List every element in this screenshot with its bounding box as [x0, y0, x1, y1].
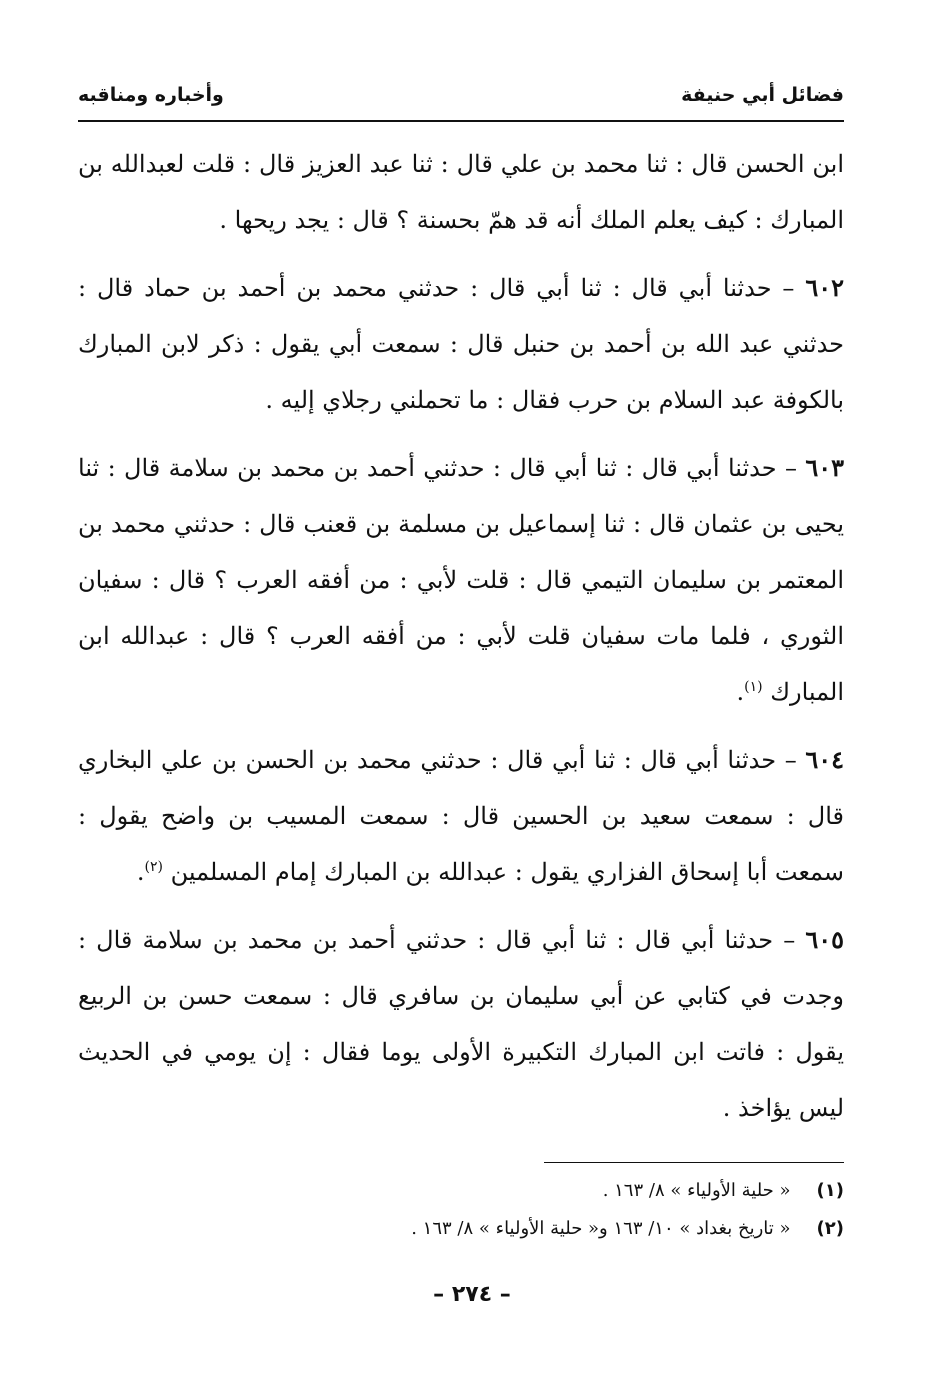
page-number: – ٢٧٤ – — [433, 1282, 511, 1307]
footnote-item — [300, 1210, 844, 1248]
paragraph-text: – حدثنا أبي قال : ثنا أبي قال : حدثني أحمد بن محمد بن سلامة قال : ثنا يحيى بن عثمان قال : ثنا إسماعيل بن مسلمة بن قعنب قال : حدثني محمد بن المعتمر بن سليمان التيمي قال : قلت لأبي : من أفقه العرب ؟ قال : سفيان الثوري ، فلما مات سفيان قلت لأبي : من أفقه العرب ؟ قال : عبدالله ابن المبارك — [78, 454, 844, 706]
footnote-item — [300, 1172, 844, 1210]
paragraph — [78, 136, 844, 248]
running-head — [78, 78, 844, 112]
footnote-reference[interactable]: (٢) — [144, 859, 163, 875]
footnote-text: « حلية الأولياء » ٨/ ١٦٣ . — [602, 1180, 791, 1201]
paragraph-end: . — [136, 858, 145, 886]
entry-number: ٦٠٤ — [805, 745, 844, 774]
running-head-subtitle: وأخباره ومناقبه — [78, 84, 224, 106]
footnote-text: « تاريخ بغداد » ١٠/ ١٦٣ و« حلية الأولياء » ٨/ ١٦٣ . — [411, 1218, 791, 1239]
footnote-number: (١) — [816, 1180, 844, 1201]
entry-number: ٦٠٥ — [805, 925, 844, 954]
paragraph-text: – حدثنا أبي قال : ثنا أبي قال : حدثني أحمد بن محمد بن سلامة قال : وجدت في كتابي عن أبي سليمان بن سافري قال : سمعت حسن بن الربيع يقول : فاتت ابن المبارك التكبيرة الأولى يوما فقال : إن يومي في الحديث ليس يؤاخذ . — [78, 926, 844, 1122]
footnotes — [300, 1172, 844, 1248]
paragraph-text: – حدثنا أبي قال : ثنا أبي قال : حدثني محمد بن الحسن بن علي البخاري قال : سمعت سعيد بن الحسين قال : سمعت المسيب بن واضح يقول : سمعت أبا إسحاق الفزاري يقول : عبدالله بن المبارك إمام المسلمين — [78, 746, 844, 886]
paragraph-605 — [78, 912, 844, 1136]
paragraph-end: . — [736, 678, 745, 706]
paragraph-text: ابن الحسن قال : ثنا محمد بن علي قال : ثنا عبد العزيز قال : قلت لعبدالله بن المبارك : كيف يعلم الملك أنه قد همّ بحسنة ؟ قال : يجد ريحها . — [78, 150, 844, 234]
header-rule — [78, 120, 844, 122]
paragraph-603 — [78, 440, 844, 720]
entry-number: ٦٠٢ — [805, 273, 844, 302]
footnote-number: (٢) — [816, 1218, 844, 1239]
paragraph-602 — [78, 260, 844, 428]
entry-number: ٦٠٣ — [805, 453, 844, 482]
footnote-rule — [544, 1162, 844, 1163]
main-text — [78, 136, 844, 1136]
paragraph-text: – حدثنا أبي قال : ثنا أبي قال : حدثني محمد بن أحمد بن حماد قال : حدثني عبد الله بن أحمد بن حنبل قال : سمعت أبي يقول : ذكر لابن المبارك بالكوفة عبد السلام بن حرب فقال : ما تحملني رجلاي إليه . — [78, 274, 845, 414]
running-head-title: فضائل أبي حنيفة — [681, 84, 844, 106]
footnote-reference[interactable]: (١) — [744, 679, 763, 695]
paragraph-604 — [78, 732, 844, 900]
